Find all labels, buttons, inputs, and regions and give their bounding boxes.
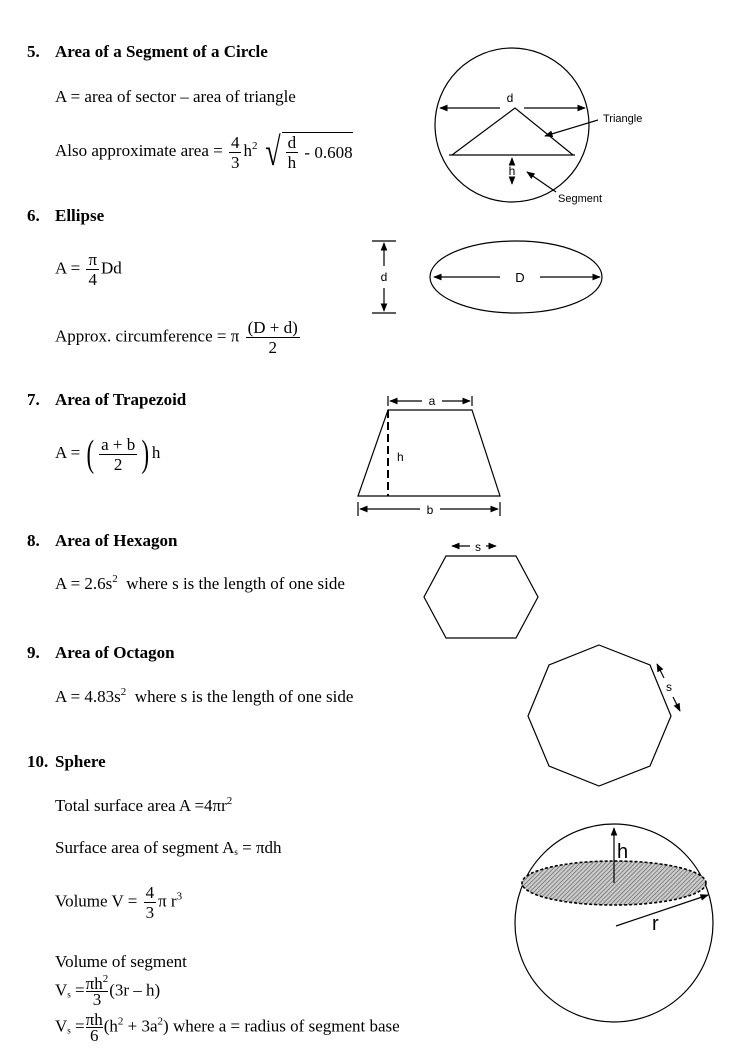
formula: A = 2.6s [55,574,113,593]
exponent: 2 [117,1015,124,1028]
numerator: πh [85,974,103,993]
formula-tail: π r [158,891,177,911]
denominator: 4 [88,270,97,289]
label-d: d [380,270,388,284]
label-segment: Segment [558,193,603,205]
numerator: 4 [230,132,240,152]
numerator: d [287,133,297,152]
exponent: 2 [120,686,127,698]
exponent: 2 [102,973,109,985]
formula: Surface area of segment A [55,838,235,857]
numerator-text: D + d [253,318,293,337]
section-6-number: 6. [27,206,40,225]
label-b: b [426,503,434,517]
lhs: V [55,980,68,1000]
octagon-diagram [528,645,680,786]
formula-prefix: Also approximate area = [55,140,223,160]
exponent: 2 [226,795,233,807]
label-s: s [475,540,481,554]
exponent: 2 [157,1015,164,1028]
formula-prefix: Approx. circumference = [55,326,227,346]
formula-prefix: A = [55,442,81,462]
formula-tail: + 3a [123,1016,158,1036]
ellipse-diagram [372,241,602,313]
subscript: s [234,847,238,857]
denominator: h [287,153,297,172]
segment-volume-label: Volume of segment [55,952,187,971]
denominator: 3 [230,152,240,172]
trapezoid-diagram [358,396,500,516]
pi: π [230,326,240,346]
formula: A = 4.83s [55,687,121,706]
numerator: a + b [101,434,136,454]
label-s: s [666,680,672,694]
h-term: h [243,140,252,160]
section-5-title: Area of a Segment of a Circle [55,42,268,61]
section-10-number: 10. [27,752,49,771]
section-7-title: Area of Trapezoid [55,390,187,409]
exponent: 2 [112,573,118,585]
section-7-number: 7. [27,390,40,409]
label-d: d [506,91,514,105]
label-h: h [397,450,404,464]
formula-prefix: Volume V = [55,891,138,911]
subscript: s [67,1025,71,1036]
formula-tail: Dd [101,258,122,278]
section-8-title: Area of Hexagon [55,531,178,550]
hexagon-diagram [424,546,538,638]
formula-prefix: A = [55,258,81,278]
numerator: π [88,250,98,269]
denominator: 3 [92,990,102,1009]
label-h: h [508,164,516,178]
equals: = [75,1016,85,1036]
numerator: (D + d) [247,318,298,337]
denominator: 2 [113,454,123,474]
formula-note: where s is the length of one side [126,574,345,593]
numerator: 4 [145,883,155,902]
label-a: a [428,394,436,408]
section-6-title: Ellipse [55,206,105,225]
circle-segment-diagram [435,48,598,202]
square-root: √ $\frac{d}{h}$ - 0.608 [265,129,353,174]
segment-area-definition: A = area of sector – area of triangle [55,87,296,106]
formula: Total surface area A =4πr [55,796,227,815]
formula-note: where s is the length of one side [134,687,354,706]
formula-tail: (3r – h) [109,980,161,1000]
exponent: 2 [251,139,258,152]
section-10-title: Sphere [55,752,106,771]
section-5-number: 5. [27,42,40,61]
trapezoid-area-formula: A = ( $\frac{a + b}{2}$ ) h [55,433,161,475]
label-h: h [617,841,629,863]
label-triangle: Triangle [603,113,643,125]
lhs: V [55,1016,68,1036]
formula-tail: (h [103,1016,118,1036]
denominator: 2 [246,337,300,357]
section-9-number: 9. [27,643,40,662]
denominator: 6 [89,1026,99,1045]
numerator: πh [85,1010,103,1029]
equals: = [75,980,85,1000]
formula-tail: h [151,442,161,462]
exponent: 3 [176,890,183,903]
subscript: s [67,989,71,1000]
denominator: 3 [145,903,155,922]
formula-tail: = πdh [242,838,282,857]
sphere-diagram [515,824,713,1022]
section-9-title: Area of Octagon [55,643,175,662]
label-r: r [652,913,659,935]
section-8-number: 8. [27,531,40,550]
constant: - 0.608 [304,142,353,162]
label-D: D [515,270,525,285]
formula-note: ) where a = radius of segment base [163,1016,400,1036]
